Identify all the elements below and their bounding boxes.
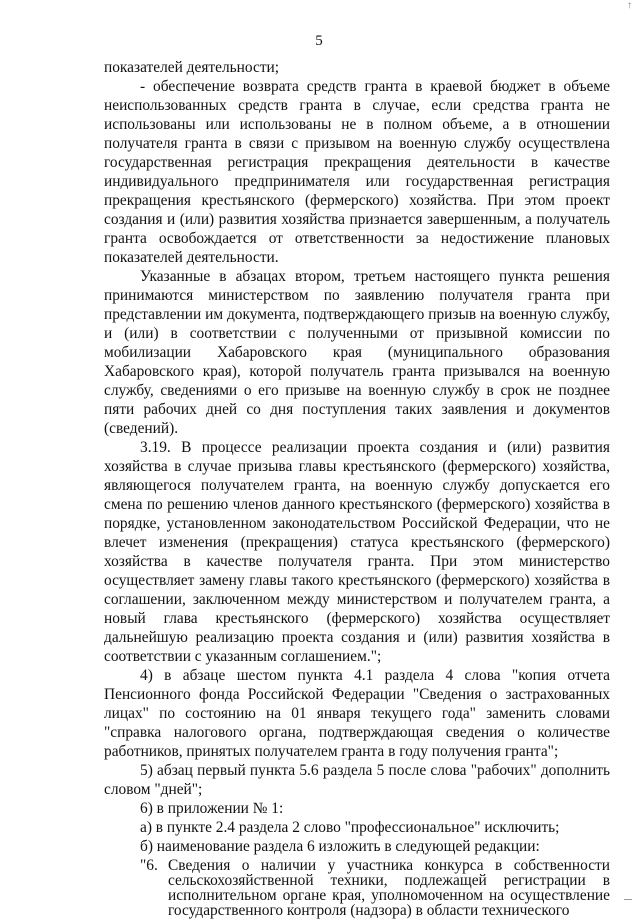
list-item: а) в пункте 2.4 раздела 2 слово "профессиональное" исключить; (140, 819, 560, 836)
paragraph: показателей деятельности; (104, 59, 280, 76)
scan-dash (624, 899, 632, 900)
paragraph: 3.19. В процессе реализации проекта создания и (или) развития хозяйства в случае призыва главы крестьянского (фермерского) хозяйства, являющегося получателем гранта, на военную службу допускается его смена по решению членов данного крестьянского (фермерского) хозяйства в порядке, установленном законодательством Российской Федерации, что не влечет изменения (прекращения) статуса крестьянского (фермерского) хозяйства в качестве получателя гранта. При этом министерство осуществляет замену главы такого крестьянского (фермерского) хозяйства в соглашении, заключенном между министерством и получателем гранта, а новый глава крестьянского (фермерского) хозяйства осуществляет дальнейшую реализацию проекта создания и (или) развития хозяйства в соответствии с указанным соглашением."; (104, 439, 610, 665)
quoted-section-text: Сведения о наличии у участника конкурса в собственности сельскохозяйственной техники, подлежащей регистрации в исполнительном органе края, уполномоченном на осуществление государственного контроля (надзора) в области технического (168, 857, 610, 919)
page-number: 5 (315, 33, 323, 49)
quoted-section-number: "6. (140, 857, 158, 874)
paragraph: 4) в абзаце шестом пункта 4.1 раздела 4 слова "копия отчета Пенсионного фонда Российской Федерации "Сведения о застрахованных лицах" по состоянию на 01 января текущего года" заменить словами "справка налогового органа, подтверждающая сведения о количестве работников, принятых получателем гранта в году получения гранта"; (104, 667, 610, 760)
document-body (104, 58, 610, 918)
list-item: 6) в приложении № 1: (140, 800, 284, 817)
paragraph: 5) абзац первый пункта 5.6 раздела 5 после слова "рабочих" дополнить словом "дней"; (104, 762, 610, 798)
list-item: б) наименование раздела 6 изложить в следующей редакции: (140, 838, 540, 855)
paragraph: - обеспечение возврата средств гранта в краевой бюджет в объеме неиспользованных средств гранта в случае, если средства гранта не использованы или использованы не в полном объеме, а в отношении получателя гранта в связи с призывом на военную службу осуществлена государственная регистрация прекращения деятельности в качестве индивидуального предпринимателя или государственная регистрация прекращения крестьянского (фермерского) хозяйства. При этом проект создания и (или) развития хозяйства признается завершенным, а получатель гранта освобождается от ответственности за недостижение плановых показателей деятельности. (104, 78, 610, 266)
quoted-section (104, 856, 610, 918)
paragraph: Указанные в абзацах втором, третьем настоящего пункта решения принимаются министерством по заявлению получателя гранта при представлении им документа, подтверждающего призыв на военную службу, и (или) в соответствии с полученными от призывной комиссии по мобилизации Хабаровского края (муниципального образования Хабаровского края), которой получатель гранта призывался на военную службу, сведениями о его призыве на военную службу в срок не позднее пяти рабочих дней со дня поступления таких заявления и документов (сведений). (104, 268, 610, 437)
scan-mark: ↑ (627, 0, 632, 11)
